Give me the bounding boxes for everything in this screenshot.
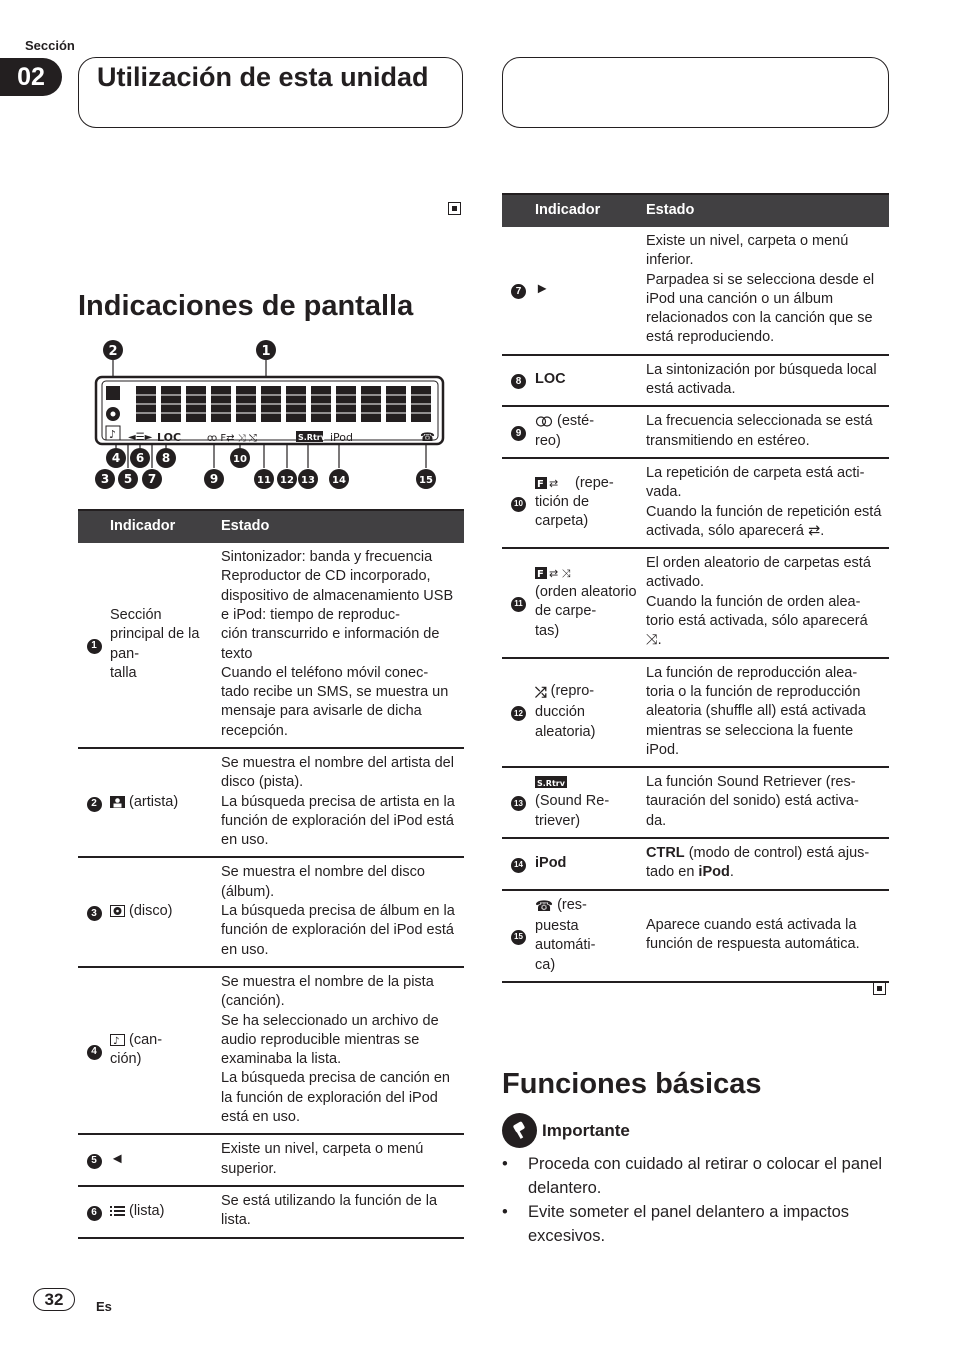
chapter-title: Utilización de esta unidad xyxy=(78,57,463,128)
svg-text:7: 7 xyxy=(147,472,157,486)
stereo-icon xyxy=(535,416,553,427)
loc-label: LOC xyxy=(157,431,182,444)
header-empty-box xyxy=(502,57,889,128)
repeat-icon: ⇄ xyxy=(808,522,821,539)
svg-text:9: 9 xyxy=(209,472,219,486)
table-row: 1 Sección principal de la pan- talla Sintonizador: banda y frecuencia Reproductor de CD incorporado, dispositivo de almacenamiento USB e iPod: tiempo de reproduc- ción transcurrido e información de texto Cuando el teléfono móvil conec- tado recibe un SMS, se muestra un mensaje para avisarle de dicha recepción. xyxy=(78,543,464,748)
svg-text:☎: ☎ xyxy=(420,430,435,444)
shuffle-icon: ⤮ xyxy=(535,684,547,701)
random-icon: ⤨ xyxy=(646,632,658,649)
svg-text:8: 8 xyxy=(161,451,171,465)
callout-1-label: 1 xyxy=(261,344,271,359)
table-row: 5 ◄ Existe un nivel, carpeta o menú superior. xyxy=(78,1134,464,1186)
folder-random-icon xyxy=(535,567,595,579)
disc-icon xyxy=(110,905,125,917)
svg-text:14: 14 xyxy=(332,475,346,486)
artist-icon xyxy=(106,386,120,400)
svg-text:11: 11 xyxy=(257,475,271,486)
table-row: 4 ♪ (can- ción) Se muestra el nombre de la pista (canción). Se ha seleccionado un archivo de audio reproducible mientras se examinaba la lista. La búsqueda precisa de canción en la función de exploración del iPod está en uso. xyxy=(78,967,464,1134)
svg-text:◄☰►: ◄☰► xyxy=(128,432,153,443)
svg-text:3: 3 xyxy=(100,472,110,486)
svg-text:♪: ♪ xyxy=(109,428,117,441)
svg-text:F: F xyxy=(537,478,544,489)
phone-icon: ☎ xyxy=(535,898,554,915)
song-icon xyxy=(110,1034,125,1046)
important-note xyxy=(502,1113,630,1148)
list-item: • Evite someter el panel delantero a impactos excesivos. xyxy=(502,1200,887,1248)
artist-icon xyxy=(110,796,125,808)
callout-2-label: 2 xyxy=(108,344,118,359)
table-row: 13 S.Rtrv (Sound Re- triever) La función Sound Retriever (res- tauración del sonido) está activa- da. xyxy=(502,767,889,838)
folder-repeat-icon xyxy=(535,477,571,489)
col-header-state: Estado xyxy=(646,194,889,227)
important-list xyxy=(502,1152,887,1248)
svg-text:6: 6 xyxy=(135,451,145,465)
important-label: Importante xyxy=(542,1120,630,1140)
table-row: 2 (artista) Se muestra el nombre del artista del disco (pista). La búsqueda precisa de artista en la función de exploración del iPod está en uso. xyxy=(78,748,464,857)
display-heading: Indicaciones de pantalla xyxy=(78,290,414,322)
svg-text:10: 10 xyxy=(233,454,247,465)
page-number: 32 xyxy=(33,1288,75,1311)
basic-functions-heading: Funciones básicas xyxy=(502,1068,762,1100)
table-row: 9 (esté- reo) La frecuencia seleccionada se está transmitiendo en estéreo. xyxy=(502,406,889,458)
svg-text:5: 5 xyxy=(123,472,133,486)
end-mark-icon xyxy=(448,202,461,215)
section-label: Sección xyxy=(25,38,75,53)
table-row: 10 F ⇄ (repe- tición de carpeta) La repetición de carpeta está acti- vada. Cuando la función de repetición está activada, sólo aparecerá ⇄. xyxy=(502,458,889,548)
svg-text:15: 15 xyxy=(419,475,433,486)
svg-text:⇄ ⤨: ⇄ ⤨ xyxy=(549,566,571,579)
table-row: 8 LOC La sintonización por búsqueda local está activada. xyxy=(502,355,889,407)
list-icon xyxy=(110,1205,125,1217)
display-diagram xyxy=(90,335,460,495)
svg-text:4: 4 xyxy=(111,451,121,465)
svg-text:⇄: ⇄ xyxy=(549,476,559,489)
table-row: 12 ⤮ (repro- ducción aleatoria) La función de reproducción alea- toria o la función de reproducción aleatoria (shuffle all) está activada mientras se selecciona la fuente iPod. xyxy=(502,658,889,767)
indicator-table-left xyxy=(78,509,464,1239)
svg-text:S.Rtrv: S.Rtrv xyxy=(537,779,565,789)
language-code: Es xyxy=(96,1299,112,1314)
col-header-indicator: Indicador xyxy=(535,194,646,227)
indicator-table-right xyxy=(502,193,889,983)
svg-text:ꝏ F⇄ ⤨ ⤭: ꝏ F⇄ ⤨ ⤭ xyxy=(207,433,257,444)
svg-text:F: F xyxy=(537,568,544,579)
srtrv-label: S.Rtrv xyxy=(298,433,326,442)
svg-text:13: 13 xyxy=(301,475,315,486)
table-row: 14 iPod CTRL (modo de control) está ajus- tado en iPod. xyxy=(502,838,889,890)
list-item: • Proceda con cuidado al retirar o colocar el panel delantero. xyxy=(502,1152,887,1200)
table-row: 3 (disco) Se muestra el nombre del disco (álbum). La búsqueda precisa de álbum en la función de exploración del iPod está en uso. xyxy=(78,857,464,966)
svg-text:12: 12 xyxy=(280,475,294,486)
col-header-state: Estado xyxy=(221,510,464,543)
table-row: 11 F ⇄ ⤨ (orden aleatorio de carpe- tas) El orden aleatorio de carpetas está activado. Cuando la función de orden alea- torio está activada, sólo aparecerá ⤨. xyxy=(502,548,889,657)
svg-text:♪: ♪ xyxy=(113,1035,120,1046)
pin-icon xyxy=(502,1113,537,1148)
table-row: 7 ► Existe un nivel, carpeta o menú inferior. Parpadea si se selecciona desde el iPod una canción o un álbum relacionados con la canción que se está reproduciendo. xyxy=(502,227,889,355)
section-number-tab: 02 xyxy=(0,58,62,96)
ipod-label: iPod xyxy=(330,431,354,444)
end-mark-icon xyxy=(873,982,886,995)
col-header-indicator: Indicador xyxy=(110,510,221,543)
srtrv-icon xyxy=(535,776,567,788)
table-row: 15 ☎ (res- puesta automáti- ca) Aparece cuando está activada la función de respuesta automática. xyxy=(502,890,889,982)
table-row: 6 (lista) Se está utilizando la función de la lista. xyxy=(78,1186,464,1238)
